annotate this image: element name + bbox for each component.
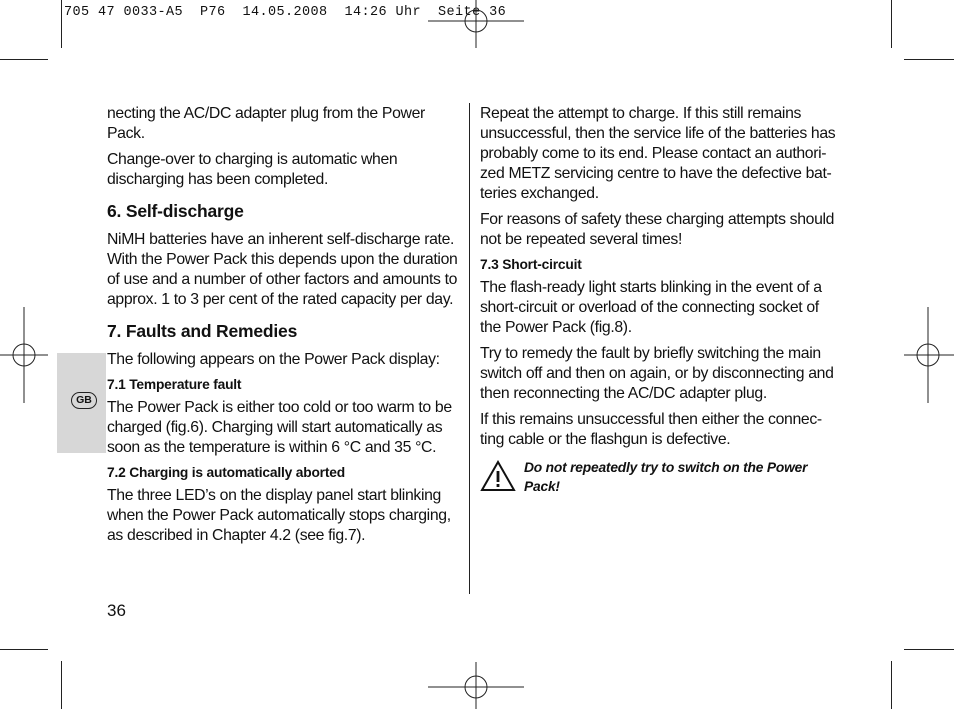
- registration-mark-icon: [904, 307, 954, 403]
- print-slug: 705 47 0033-A5 P76 14.05.2008 14:26 Uhr Seite 36: [64, 5, 507, 20]
- crop-mark: [0, 649, 48, 650]
- warning-triangle-icon: [480, 460, 516, 492]
- registration-mark-icon: [428, 662, 524, 709]
- subsection-heading-short-circuit: 7.3 Short-circuit: [480, 257, 582, 272]
- language-badge: GB: [71, 392, 97, 409]
- warning-text: Do not repeatedly try to switch on the Power Pack!: [524, 460, 808, 494]
- paragraph: The three LED’s on the display panel start blinking when the Power Pack automatically stops charging, as described in Chapter 4.2 (see fig.7).: [107, 487, 451, 544]
- crop-mark: [891, 661, 892, 709]
- section-heading-self-discharge: 6. Self-discharge: [107, 201, 244, 221]
- left-column: [107, 104, 459, 552]
- paragraph: Change-over to charging is automatic when discharging has been completed.: [107, 151, 398, 188]
- paragraph: The following appears on the Power Pack display:: [107, 351, 440, 368]
- paragraph: necting the AC/DC adapter plug from the Power Pack.: [107, 105, 425, 142]
- crop-mark: [891, 0, 892, 48]
- right-column: [480, 104, 836, 496]
- paragraph: The Power Pack is either too cold or too warm to be charged (fig.6). Charging will start automatically as soon as the temperature is within 6 °C and 35 °C.: [107, 399, 452, 456]
- crop-mark: [904, 59, 954, 60]
- page-number: 36: [107, 601, 126, 620]
- subsection-heading-aborted: 7.2 Charging is automatically aborted: [107, 465, 345, 480]
- crop-mark: [904, 649, 954, 650]
- paragraph: Try to remedy the fault by briefly switching the main switch off and then on again, or by disconnecting and then reconnecting the AC/DC adapter plug.: [480, 345, 834, 402]
- registration-mark-icon: [0, 307, 48, 403]
- crop-mark: [0, 59, 48, 60]
- paragraph: If this remains unsuccessful then either the connec-ting cable or the flashgun is defective.: [480, 411, 822, 448]
- paragraph: The flash-ready light starts blinking in the event of a short-circuit or overload of the connecting socket of the Power Pack (fig.8).: [480, 279, 822, 336]
- warning-note: [480, 458, 836, 496]
- registration-mark-icon: [428, 0, 524, 48]
- subsection-heading-temperature: 7.1 Temperature fault: [107, 377, 242, 392]
- paragraph: Repeat the attempt to charge. If this still remains unsuccessful, then the service life of the batteries has probably come to its end. Please contact an authori-zed METZ servicing centre to have the defective bat-teries exchanged.: [480, 105, 836, 202]
- crop-mark: [61, 661, 62, 709]
- paragraph: NiMH batteries have an inherent self-discharge rate. With the Power Pack this depends upon the duration of use and a number of other factors and amounts to approx. 1 to 3 per cent of the rated capacity per day.: [107, 231, 458, 308]
- column-divider: [469, 103, 470, 594]
- paragraph: For reasons of safety these charging attempts should not be repeated several times!: [480, 211, 835, 248]
- section-heading-faults: 7. Faults and Remedies: [107, 321, 298, 341]
- crop-mark: [61, 0, 62, 48]
